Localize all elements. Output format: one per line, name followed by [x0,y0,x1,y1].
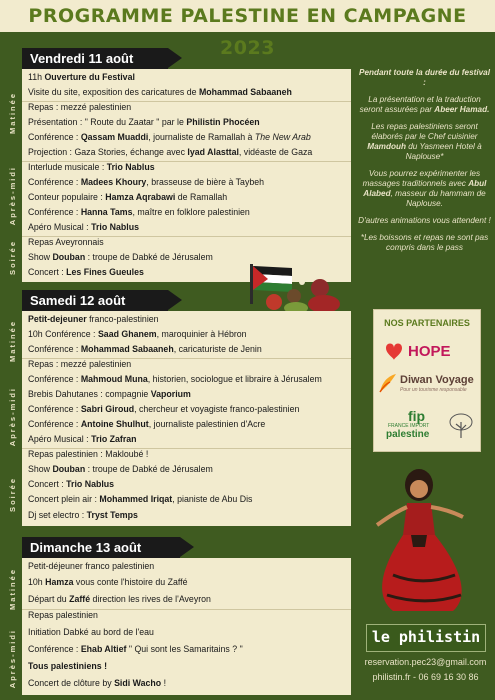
fip-name: fip [408,408,426,424]
program-row: Show Douban : troupe de Dabké de Jérusalem [28,252,213,262]
program-row: Conférence : Sabri Giroud, chercheur et voyagiste franco-palestinien [28,404,300,414]
program-row: Conférence : Madees Khoury, brasseuse de bière à Taybeh [28,177,265,187]
program-row: Conférence : Antoine Shulhut, journaliste palestinien d'Acre [28,419,266,429]
period-label-matinee: Matinée [7,320,17,362]
program-row: Repas : mezzé palestinien [28,359,132,369]
hope-heart-icon [378,336,476,366]
program-row: Conférence : Mahmoud Muna, historien, sociologue et libraire à Jérusalem [28,374,322,384]
day-panel-vendredi [22,69,351,282]
fip-subtitle: FRANCE IMPORT [388,423,430,429]
program-row: Présentation : " Route du Zaatar " par le Philistin Phocéen [28,117,260,127]
program-row: Conférence : Ehab Altief " Qui sont les Samaritains ? " [28,644,243,654]
day-label: Dimanche 13 août [30,540,142,555]
info-animations: D'autres animations vous attendent ! [358,216,491,225]
day-panel-samedi [22,311,351,526]
program-row: Repas palestinien [28,610,98,620]
contact-phone[interactable]: philistin.fr - 06 69 16 30 86 [372,672,479,682]
program-row: Conférence : Qassam Muaddi, journaliste de Ramallah à The New Arab [28,132,311,142]
flag-illustration [232,262,350,312]
day-tab-dimanche [22,537,180,558]
program-row: Tous palestiniens ! [28,661,108,671]
program-row: Repas : mezzé palestinien [28,102,132,112]
contact-email[interactable]: reservation.pec23@gmail.com [364,657,487,667]
day-tab-vendredi [22,48,168,69]
program-row: Repas Aveyronnais [28,237,104,247]
svg-text:HOPE: HOPE [408,343,451,360]
info-translation: La présentation et la traduction seront assurées par Abeer Hamad. [359,95,490,114]
period-label-soiree: Soirée [7,476,17,512]
diwan-voyage-logo [378,370,476,400]
program-row: Repas palestinien : Makloubé ! [28,449,149,459]
period-label-apres-midi: Après-midi [7,387,17,447]
olive-tree-icon [448,412,474,440]
info-note: *Les boissons et repas ne sont pas compris dans le pass [360,233,489,252]
diwan-leaf-icon [378,372,398,394]
program-row: 11h Ouverture du Festival [28,72,135,82]
program-row: Petit-dejeuner franco-palestinien [28,314,159,324]
program-row: Concert : Les Fines Gueules [28,267,144,277]
program-row: Concert plein air : Mohammed Iriqat, pianiste de Abu Dis [28,494,253,504]
day-tab-samedi [22,290,168,311]
diwan-name: Diwan Voyage [400,374,474,386]
program-row: Départ du Zaffé direction les rives de l'Aveyron [28,594,211,604]
program-row: Projection : Gaza Stories, échange avec Iyad Alasttal, vidéaste de Gaza [28,147,313,157]
program-row: Petit-déjeuner franco palestinien [28,561,155,571]
program-row: 10h Hamza vous conte l'histoire du Zaffé [28,577,188,587]
period-label-apres-midi: Après-midi [7,166,17,226]
page-title: PROGRAMME PALESTINE EN CAMPAGNE 2023 [28,5,467,59]
program-row: Conteur populaire : Hamza Aqrabawi de Ramallah [28,192,228,202]
festival-info [357,68,492,283]
program-row: Apéro Musical : Trio Nablus [28,222,139,232]
program-row: 10h Conférence : Saad Ghanem, maroquinier à Hébron [28,329,247,339]
program-row: Apéro Musical : Trio Zafran [28,434,137,444]
le-philistin-logo: le philistin [366,624,486,652]
program-row: Visite du site, exposition des caricatures de Mohammad Sabaaneh [28,87,292,97]
fip-palestine-logo [378,408,476,444]
period-label-apres-midi: Après-midi [7,629,17,689]
period-label-matinee: Matinée [7,568,17,610]
day-label: Vendredi 11 août [30,51,134,66]
diwan-tagline: Pour un tourisme responsable [400,387,467,393]
info-heading: Pendant toute la durée du festival : [358,68,491,87]
program-row: Concert : Trio Nablus [28,479,115,489]
program-row: Show Douban : troupe de Dabké de Jérusalem [28,464,213,474]
info-meals: Les repas palestiniens seront élaborés par le Chef cuisinier Mamdouh du Yasmeen Hotel à Naplouse* [367,122,482,161]
day-label: Samedi 12 août [30,293,126,308]
program-row: Conférence : Hanna Tams, maître en folklore palestinien [28,207,250,217]
dancer-illustration [363,455,483,615]
program-row: Dj set electro : Tryst Temps [28,510,138,520]
program-row: Interlude musicale : Trio Nablus [28,162,155,172]
program-row: Brebis Dahutanes : compagnie Vaporium [28,389,191,399]
day-panel-dimanche [22,558,351,695]
partners-heading: NOS PARTENAIRES [384,318,470,328]
period-label-matinee: Matinée [7,91,17,134]
program-row: Concert de clôture by Sidi Wacho ! [28,678,167,688]
program-row: Conférence : Mohammad Sabaaneh, caricaturiste de Jenin [28,344,262,354]
partners-box [373,309,481,452]
program-row: Initiation Dabké au bord de l'eau [28,627,154,637]
info-massages: Vous pourrez expérimenter les massages traditionnels avec Abul Alabed, masseur du hammam de Naplouse. [362,169,487,208]
period-label-soiree: Soirée [7,240,17,275]
project-hope-logo [378,336,476,366]
fip-palestine: palestine [386,429,430,440]
